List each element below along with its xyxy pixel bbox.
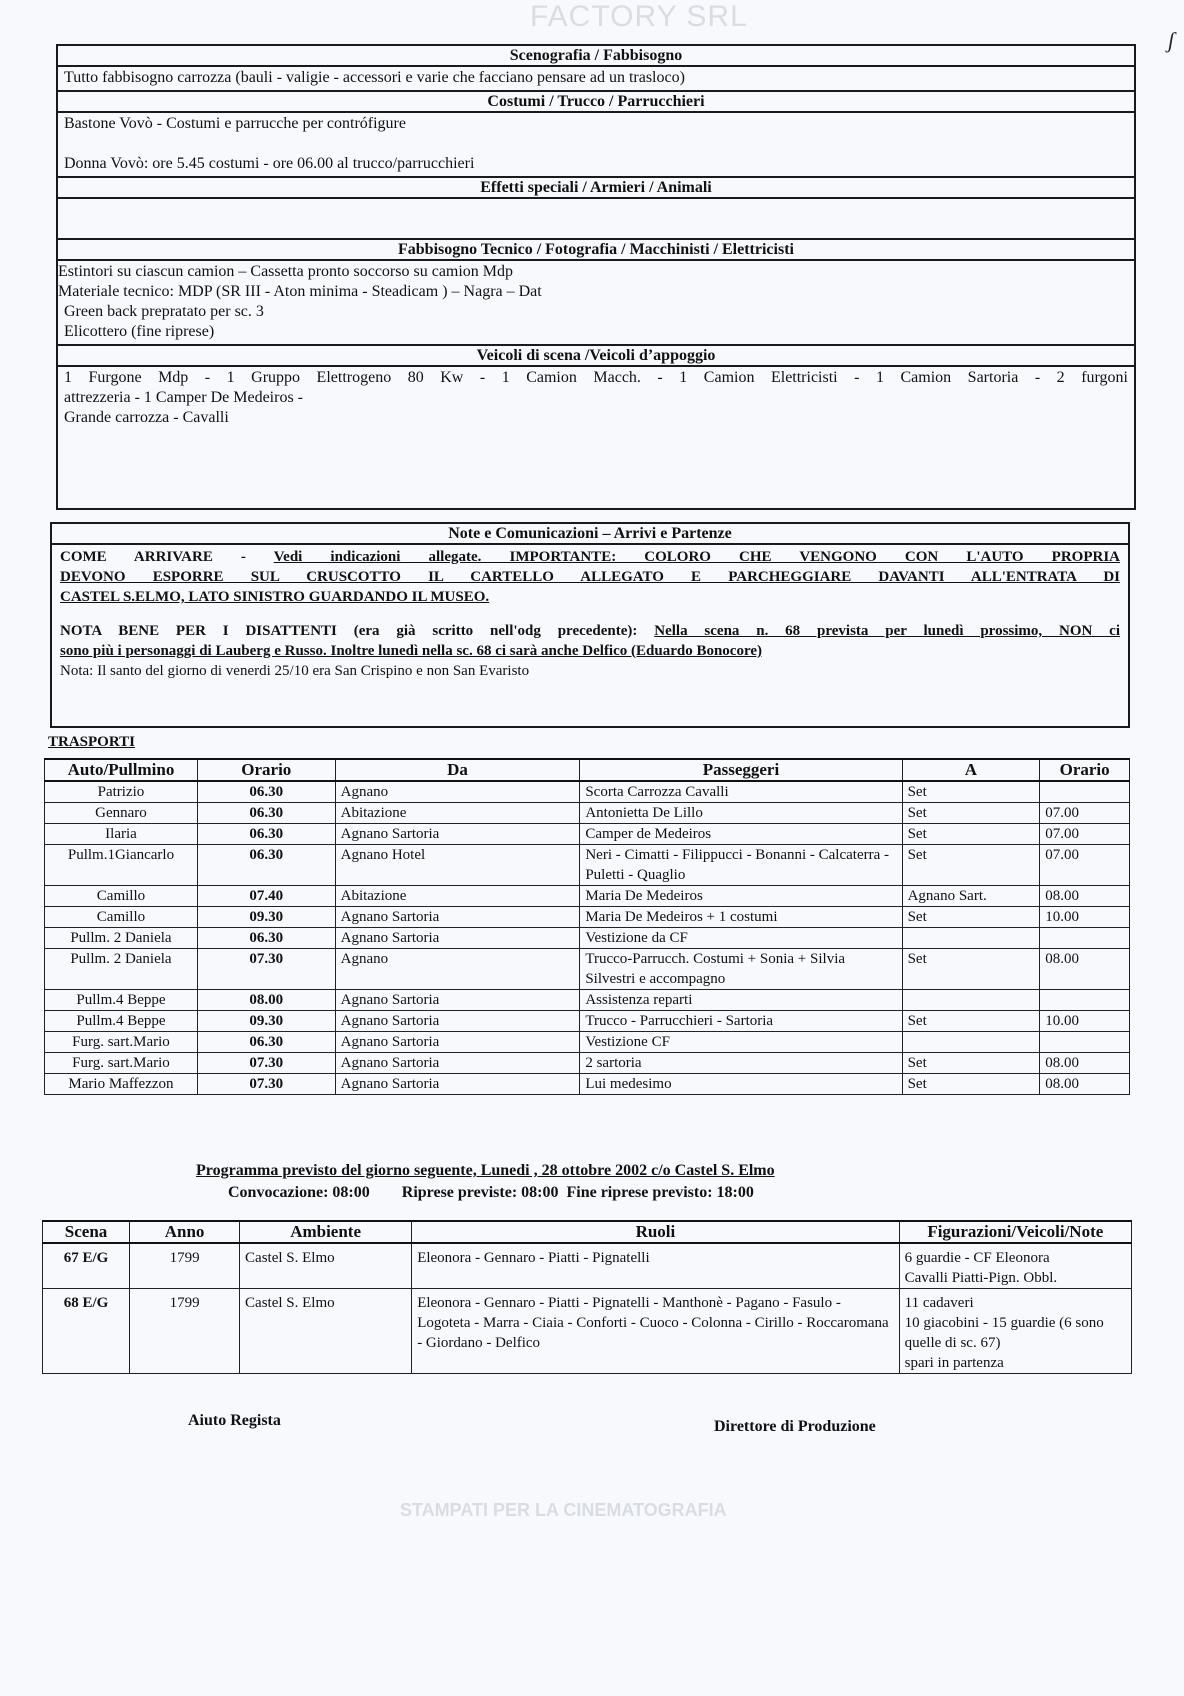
transport-row: [45, 824, 1130, 845]
transport-table: [44, 758, 1130, 1095]
transport-departure-time: 07.30: [197, 1053, 335, 1074]
schedule-note: [899, 1289, 1131, 1374]
col-header-orario-arrivo: Orario: [1040, 759, 1130, 781]
nota-bene-text: Nella scena n. 68 prevista per lunedì prossimo, NON ci: [654, 623, 1120, 639]
col-header-auto: Auto/Pullmino: [45, 759, 198, 781]
pen-mark: ʃ: [1168, 28, 1175, 53]
transport-from: Agnano Sartoria: [335, 1032, 580, 1053]
program-title: Programma previsto del giorno seguente, Lunedi , 28 ottobre 2002 c/o Castel S. Elmo: [196, 1162, 775, 1179]
schedule-row: [43, 1289, 1132, 1374]
transport-header-row: [45, 759, 1130, 781]
nota-bene-line-1: [60, 621, 1120, 641]
transport-to: Set: [902, 845, 1040, 886]
transport-to: [902, 990, 1040, 1011]
col-header-scena: Scena: [43, 1221, 130, 1243]
transport-departure-time: 06.30: [197, 824, 335, 845]
section-body-scenografia: [58, 67, 1134, 90]
section-title-costumi: Costumi / Trucco / Parrucchieri: [58, 90, 1134, 113]
section-line: attrezzeria - 1 Camper De Medeiros -: [64, 389, 303, 406]
transport-driver: Furg. sart.Mario: [45, 1032, 198, 1053]
transport-to: Agnano Sart.: [902, 886, 1040, 907]
transport-row: [45, 845, 1130, 886]
transport-passengers: Lui medesimo: [580, 1074, 902, 1095]
section-title-scenografia: Scenografia / Fabbisogno: [58, 46, 1134, 67]
come-arrivare-line-3: CASTEL S.ELMO, LATO SINISTRO GUARDANDO IL MUSEO.: [60, 589, 490, 605]
transport-arrival-time: [1040, 928, 1130, 949]
transport-arrival-time: [1040, 990, 1130, 1011]
transport-to: Set: [902, 1074, 1040, 1095]
col-header-ambiente: Ambiente: [240, 1221, 412, 1243]
nota-bene-label: NOTA BENE PER I DISATTENTI: [60, 623, 337, 639]
section-title-veicoli: Veicoli di scena /Veicoli d’appoggio: [58, 344, 1134, 367]
transport-departure-time: 06.30: [197, 928, 335, 949]
col-header-a: A: [902, 759, 1040, 781]
section-line: Donna Vovò: ore 5.45 costumi - ore 06.00 al trucco/parrucchieri: [64, 155, 475, 172]
transport-passengers: Trucco-Parrucch. Costumi + Sonia + Silvia Silvestri e accompagno: [580, 949, 902, 990]
schedule-note-line: spari in partenza: [904, 1355, 1004, 1371]
transport-driver: Pullm. 2 Daniela: [45, 949, 198, 990]
transport-driver: Ilaria: [45, 824, 198, 845]
section-title-effetti: Effetti speciali / Armieri / Animali: [58, 176, 1134, 199]
col-header-orario: Orario: [197, 759, 335, 781]
transport-from: Agnano Sartoria: [335, 990, 580, 1011]
schedule-scena: 67 E/G: [43, 1243, 130, 1289]
nota-bene-paren: (era già scritto nell'odg precedente):: [336, 623, 655, 639]
transport-arrival-time: 08.00: [1040, 949, 1130, 990]
schedule-note-line: 10 giacobini - 15 guardie (6 sono quelle di sc. 67): [904, 1315, 1104, 1351]
transport-to: [902, 928, 1040, 949]
transport-to: Set: [902, 824, 1040, 845]
transport-row: [45, 781, 1130, 803]
section-line: [64, 200, 1128, 220]
transport-passengers: Camper de Medeiros: [580, 824, 902, 845]
program-times: Convocazione: 08:00 Riprese previste: 08:00 Fine riprese previsto: 18:00: [228, 1184, 754, 1201]
transport-departure-time: 07.30: [197, 949, 335, 990]
col-header-passeggeri: Passeggeri: [580, 759, 902, 781]
schedule-ambiente: Castel S. Elmo: [240, 1289, 412, 1374]
transport-departure-time: 07.40: [197, 886, 335, 907]
section-line: Materiale tecnico: MDP (SR III - Aton minima - Steadicam ) – Nagra – Dat: [58, 283, 542, 300]
transport-from: Abitazione: [335, 886, 580, 907]
section-line: Estintori su ciascun camion – Cassetta pronto soccorso su camion Mdp: [58, 263, 514, 280]
transport-to: Set: [902, 1053, 1040, 1074]
transport-arrival-time: [1040, 1032, 1130, 1053]
transport-to: Set: [902, 949, 1040, 990]
bleed-through-header: FACTORY SRL: [530, 0, 748, 33]
schedule-row: [43, 1243, 1132, 1289]
transport-from: Agnano Sartoria: [335, 1011, 580, 1032]
schedule-ruoli: Eleonora - Gennaro - Piatti - Pignatelli - Manthonè - Pagano - Fasulo - Logoteta - Marra - Ciaia - Conforti - Cuoco - Colonna - Cirillo - Roccaromana - Giordano - Delfico: [412, 1289, 899, 1374]
transport-row: [45, 928, 1130, 949]
signature-aiuto-regista: Aiuto Regista: [188, 1412, 281, 1429]
signature-direttore-produzione: Direttore di Produzione: [714, 1418, 876, 1435]
come-arrivare-text: Vedi indicazioni allegate. IMPORTANTE: COLORO CHE VENGONO CON L'AUTO PROPRIA: [273, 549, 1120, 565]
nota-santo: Nota: Il santo del giorno di venerdi 25/10 era San Crispino e non San Evaristo: [60, 663, 530, 679]
transport-driver: Pullm. 2 Daniela: [45, 928, 198, 949]
schedule-note-line: Cavalli Piatti-Pign. Obbl.: [904, 1270, 1058, 1286]
transport-row: [45, 990, 1130, 1011]
transport-driver: Furg. sart.Mario: [45, 1053, 198, 1074]
transport-from: Agnano: [335, 781, 580, 803]
transport-driver: Camillo: [45, 886, 198, 907]
transport-from: Agnano Hotel: [335, 845, 580, 886]
transport-row: [45, 1032, 1130, 1053]
schedule-table: [42, 1220, 1132, 1374]
transport-passengers: Maria De Medeiros + 1 costumi: [580, 907, 902, 928]
transport-departure-time: 06.30: [197, 803, 335, 824]
bleed-through-footer: STAMPATI PER LA CINEMATOGRAFIA: [400, 1500, 727, 1520]
transport-row: [45, 1053, 1130, 1074]
transport-row: [45, 1074, 1130, 1095]
section-title-tecnico: Fabbisogno Tecnico / Fotografia / Macchinisti / Elettricisti: [58, 238, 1134, 261]
transport-departure-time: 06.30: [197, 1032, 335, 1053]
schedule-anno: 1799: [130, 1289, 240, 1374]
transport-row: [45, 803, 1130, 824]
transport-arrival-time: [1040, 781, 1130, 803]
transport-driver: Pullm.4 Beppe: [45, 990, 198, 1011]
col-header-figurazioni: Figurazioni/Veicoli/Note: [899, 1221, 1131, 1243]
transport-row: [45, 886, 1130, 907]
schedule-note-line: 6 guardie - CF Eleonora: [904, 1250, 1050, 1266]
transport-driver: Camillo: [45, 907, 198, 928]
come-arrivare-line-2: DEVONO ESPORRE SUL CRUSCOTTO IL CARTELLO ALLEGATO E PARCHEGGIARE DAVANTI ALL'ENTRATA DI: [60, 569, 1120, 585]
schedule-anno: 1799: [130, 1243, 240, 1289]
section-body-veicoli: [58, 367, 1134, 430]
notes-body: [52, 545, 1128, 683]
transport-driver: Gennaro: [45, 803, 198, 824]
schedule-ambiente: Castel S. Elmo: [240, 1243, 412, 1289]
notes-box: [50, 522, 1130, 728]
transport-to: Set: [902, 781, 1040, 803]
section-line: Tutto fabbisogno carrozza (bauli - valigie - accessori e varie che facciano pensare ad un trasloco): [64, 69, 685, 86]
trasporti-label: TRASPORTI: [48, 734, 135, 750]
transport-row: [45, 949, 1130, 990]
col-header-da: Da: [335, 759, 580, 781]
transport-departure-time: 09.30: [197, 907, 335, 928]
schedule-note-line: 11 cadaveri: [904, 1295, 974, 1311]
transport-from: Agnano Sartoria: [335, 824, 580, 845]
requirements-box: [56, 44, 1136, 510]
transport-driver: Pullm.4 Beppe: [45, 1011, 198, 1032]
transport-departure-time: 08.00: [197, 990, 335, 1011]
section-line: 1 Furgone Mdp - 1 Gruppo Elettrogeno 80 Kw - 1 Camion Macch. - 1 Camion Elettricisti - 1 Camion Sartoria - 2 furgoni: [64, 369, 1128, 386]
schedule-ruoli: Eleonora - Gennaro - Piatti - Pignatelli: [412, 1243, 899, 1289]
transport-departure-time: 06.30: [197, 845, 335, 886]
section-line: Elicottero (fine riprese): [64, 323, 215, 340]
transport-from: Agnano Sartoria: [335, 928, 580, 949]
transport-passengers: Maria De Medeiros: [580, 886, 902, 907]
transport-arrival-time: 07.00: [1040, 824, 1130, 845]
transport-arrival-time: 08.00: [1040, 1053, 1130, 1074]
transport-arrival-time: 10.00: [1040, 907, 1130, 928]
come-arrivare-line-1: [60, 547, 1120, 567]
section-body-costumi: [58, 113, 1134, 176]
transport-passengers: 2 sartoria: [580, 1053, 902, 1074]
transport-from: Agnano Sartoria: [335, 907, 580, 928]
schedule-header-row: [43, 1221, 1132, 1243]
transport-arrival-time: 08.00: [1040, 1074, 1130, 1095]
schedule-note: [899, 1243, 1131, 1289]
transport-departure-time: 07.30: [197, 1074, 335, 1095]
section-line: Grande carrozza - Cavalli: [64, 409, 229, 426]
section-line: Bastone Vovò - Costumi e parrucche per contrófigure: [64, 115, 406, 132]
transport-from: Agnano Sartoria: [335, 1074, 580, 1095]
come-arrivare-label: COME ARRIVARE -: [60, 549, 274, 565]
col-header-anno: Anno: [130, 1221, 240, 1243]
transport-to: Set: [902, 907, 1040, 928]
transport-row: [45, 907, 1130, 928]
schedule-scena: 68 E/G: [43, 1289, 130, 1374]
transport-from: Agnano: [335, 949, 580, 990]
transport-to: Set: [902, 1011, 1040, 1032]
transport-departure-time: 06.30: [197, 781, 335, 803]
transport-passengers: Scorta Carrozza Cavalli: [580, 781, 902, 803]
transport-arrival-time: 07.00: [1040, 845, 1130, 886]
transport-from: Agnano Sartoria: [335, 1053, 580, 1074]
section-body-effetti: [58, 199, 1134, 238]
transport-passengers: Neri - Cimatti - Filippucci - Bonanni - Calcaterra - Puletti - Quaglio: [580, 845, 902, 886]
transport-arrival-time: 08.00: [1040, 886, 1130, 907]
transport-driver: Patrizio: [45, 781, 198, 803]
col-header-ruoli: Ruoli: [412, 1221, 899, 1243]
notes-title: Note e Comunicazioni – Arrivi e Partenze: [52, 524, 1128, 545]
section-line: Green back prepratato per sc. 3: [64, 303, 264, 320]
transport-driver: Mario Maffezzon: [45, 1074, 198, 1095]
transport-from: Abitazione: [335, 803, 580, 824]
spacer: [60, 607, 1120, 621]
transport-passengers: Trucco - Parrucchieri - Sartoria: [580, 1011, 902, 1032]
section-line: [64, 134, 1128, 154]
nota-bene-line-2: sono più i personaggi di Lauberg e Russo. Inoltre lunedì nella sc. 68 ci sarà anche Delfico (Eduardo Bonocore): [60, 643, 762, 659]
section-body-tecnico: [58, 261, 1134, 344]
transport-passengers: Vestizione da CF: [580, 928, 902, 949]
transport-arrival-time: 07.00: [1040, 803, 1130, 824]
transport-driver: Pullm.1Giancarlo: [45, 845, 198, 886]
transport-row: [45, 1011, 1130, 1032]
transport-passengers: Assistenza reparti: [580, 990, 902, 1011]
transport-passengers: Vestizione CF: [580, 1032, 902, 1053]
transport-to: [902, 1032, 1040, 1053]
transport-departure-time: 09.30: [197, 1011, 335, 1032]
transport-passengers: Antonietta De Lillo: [580, 803, 902, 824]
transport-to: Set: [902, 803, 1040, 824]
transport-arrival-time: 10.00: [1040, 1011, 1130, 1032]
